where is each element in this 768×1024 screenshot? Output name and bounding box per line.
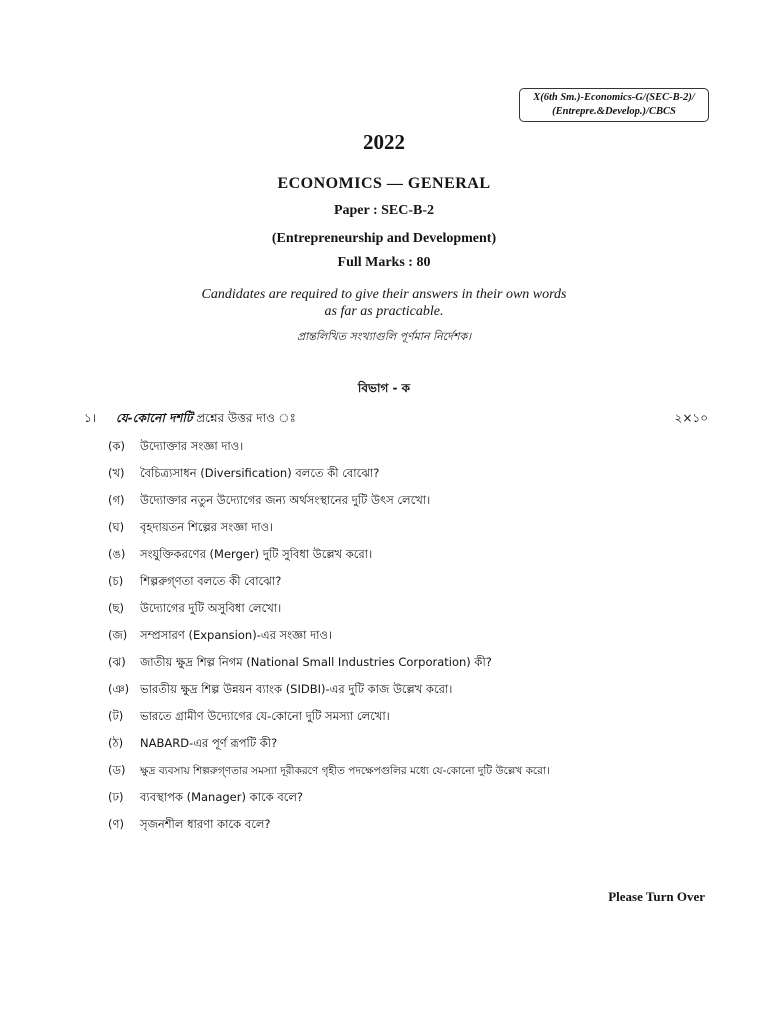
item-text: ক্ষুদ্র ব্যবসায় শিল্পরুগ্ণতার সমস্যা দূরীকরণে গৃহীত পদক্ষেপগুলির মধ্যে যে-কোনো দুটি উল্লেখ করো। xyxy=(140,765,550,777)
item-text: সংযুক্তিকরণের (Merger) দুটি সুবিধা উল্লেখ করো। xyxy=(140,547,373,561)
list-item xyxy=(108,652,728,679)
list-item xyxy=(108,760,728,787)
item-label: (ঙ) xyxy=(108,547,126,561)
item-text: ভারতে গ্রামীণ উদ্যোগের যে-কোনো দুটি সমস্যা লেখো। xyxy=(140,709,390,723)
question-text: প্রশ্নের উত্তর দাও ঃ xyxy=(196,411,296,425)
item-label: (গ) xyxy=(108,493,125,507)
english-instruction-line-1: Candidates are required to give their answers in their own words xyxy=(201,287,567,302)
list-item xyxy=(108,625,728,652)
paper-code-line-1: X(6th Sm.)-Economics-G/(SEC-B-2)/ xyxy=(533,92,695,103)
question-emphasis: যে-কোনো দশটি xyxy=(115,411,193,425)
item-text: উদ্যোগের দুটি অসুবিধা লেখো। xyxy=(140,601,282,615)
item-label: (ট) xyxy=(108,709,124,723)
item-label: (ঢ) xyxy=(108,790,124,804)
item-label: (ড) xyxy=(108,763,126,777)
full-marks: Full Marks : 80 xyxy=(337,255,431,270)
item-text: উদ্যোক্তার নতুন উদ্যোগের জন্য অর্থসংস্থানের দুটি উৎস লেখো। xyxy=(140,493,431,507)
item-label: (ঠ) xyxy=(108,736,124,750)
paper-code-line-2: (Entrepre.&Develop.)/CBCS xyxy=(552,106,676,117)
item-text: বৈচিত্র্যসাধন (Diversification) বলতে কী বোঝো? xyxy=(140,466,380,480)
list-item xyxy=(108,787,728,814)
list-item xyxy=(108,463,728,490)
item-text: বৃহদায়তন শিল্পের সংজ্ঞা দাও। xyxy=(140,520,274,534)
please-turn-over: Please Turn Over xyxy=(608,889,705,904)
list-item xyxy=(108,598,728,625)
item-label: (ণ) xyxy=(108,817,124,831)
list-item xyxy=(108,733,728,760)
item-label: (চ) xyxy=(108,574,124,588)
question-marks: ২×১০ xyxy=(674,411,708,425)
english-instruction-line-2: as far as practicable. xyxy=(324,304,444,319)
paper-code: Paper : SEC-B-2 xyxy=(333,203,435,218)
question-number: ১। xyxy=(84,411,97,425)
list-item xyxy=(108,517,728,544)
bengali-instruction: প্রান্তলিখিত সংখ্যাগুলি পূর্ণমান নির্দেশক। xyxy=(296,330,472,343)
item-text: ভারতীয় ক্ষুদ্র শিল্প উন্নয়ন ব্যাংক (SIDBI)-এর দুটি কাজ উল্লেখ করো। xyxy=(140,682,453,696)
list-item xyxy=(108,706,728,733)
item-label: (খ) xyxy=(108,466,125,480)
item-text: ব্যবস্থাপক (Manager) কাকে বলে? xyxy=(140,790,304,804)
item-text: উদ্যোক্তার সংজ্ঞা দাও। xyxy=(140,439,244,453)
section-heading: বিভাগ - ক xyxy=(357,381,411,395)
question-heading xyxy=(84,410,296,430)
item-text: সৃজনশীল ধারণা কাকে বলে? xyxy=(140,817,271,831)
list-item xyxy=(108,814,728,841)
paper-title: (Entrepreneurship and Development) xyxy=(271,231,497,246)
item-label: (ঝ) xyxy=(108,655,126,669)
exam-year: 2022 xyxy=(363,130,405,154)
list-item xyxy=(108,490,728,517)
question-list xyxy=(108,436,728,841)
item-label: (ক) xyxy=(108,439,126,453)
item-label: (ঞ) xyxy=(108,682,130,696)
list-item xyxy=(108,436,728,463)
item-text: শিল্পরুগ্ণতা বলতে কী বোঝো? xyxy=(140,574,282,588)
item-label: (ছ) xyxy=(108,601,124,615)
paper-code-box xyxy=(519,88,709,122)
subject-title: ECONOMICS — GENERAL xyxy=(277,175,491,192)
list-item xyxy=(108,544,728,571)
item-text: সম্প্রসারণ (Expansion)-এর সংজ্ঞা দাও। xyxy=(140,628,333,642)
item-text: NABARD-এর পূর্ণ রূপটি কী? xyxy=(140,736,278,750)
item-label: (জ) xyxy=(108,628,128,642)
item-text: জাতীয় ক্ষুদ্র শিল্প নিগম (National Small Industries Corporation) কী? xyxy=(140,655,492,669)
list-item xyxy=(108,571,728,598)
list-item xyxy=(108,679,728,706)
english-instructions xyxy=(0,286,768,320)
item-label: (ঘ) xyxy=(108,520,125,534)
